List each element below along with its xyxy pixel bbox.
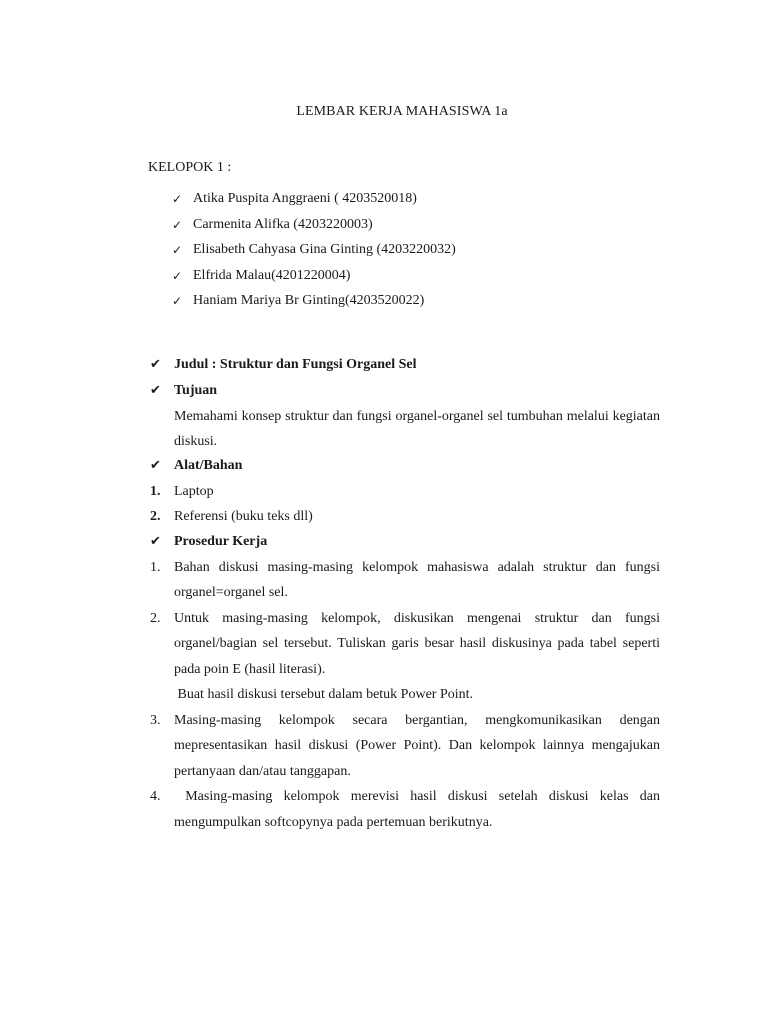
checkmark-icon: ✓	[172, 243, 183, 257]
item-text: Masing-masing kelompok merevisi hasil diskusi setelah diskusi kelas dan mengumpulkan softcopynya pada pertemuan berikutnya.	[174, 789, 664, 830]
list-item	[172, 188, 456, 214]
list-item	[172, 265, 456, 291]
item-number: 2.	[150, 509, 161, 524]
judul-heading: Judul : Struktur dan Fungsi Organel Sel	[174, 357, 417, 372]
checkmark-icon: ✔	[150, 534, 161, 549]
list-item	[172, 214, 456, 240]
member-name: Carmenita Alifka (4203220003)	[193, 216, 373, 232]
item-text: Untuk masing-masing kelompok, diskusikan mengenai struktur dan fungsi organel/bagian sel tersebut. Tuliskan garis besar hasil diskusinya pada tabel seperti pada poin E (hasil literasi).	[174, 610, 660, 677]
alat-heading: Alat/Bahan	[174, 458, 243, 473]
judul-section	[150, 352, 660, 378]
list-item	[150, 708, 660, 785]
member-list	[172, 188, 456, 316]
group-label: KELOPOK 1 :	[148, 160, 232, 175]
item-number: 1.	[150, 559, 161, 575]
item-number: 3.	[150, 712, 161, 728]
list-item	[150, 784, 664, 835]
document-title: LEMBAR KERJA MAHASISWA 1a	[296, 104, 508, 119]
checkmark-icon: ✔	[150, 383, 161, 398]
item-text: Masing-masing kelompok secara bergantian, mengkomunikasikan dengan mepresentasikan hasil diskusi (Power Point). Dan kelompok lainnya mengajukan pertanyaan dan/atau tanggapan.	[174, 712, 660, 779]
tujuan-text: Memahami konsep struktur dan fungsi organel-organel sel tumbuhan melalui kegiatan diskusi.	[174, 408, 660, 449]
prosedur-section	[150, 529, 664, 835]
prosedur-heading: Prosedur Kerja	[174, 534, 268, 549]
list-item	[150, 504, 660, 530]
alat-section	[150, 453, 660, 530]
list-item	[172, 290, 456, 316]
tujuan-heading: Tujuan	[174, 383, 218, 398]
checkmark-icon: ✓	[172, 294, 183, 308]
list-item	[172, 239, 456, 265]
checkmark-icon: ✔	[150, 357, 161, 372]
item-number: 2.	[150, 610, 161, 626]
checkmark-icon: ✓	[172, 268, 183, 283]
item-text: Referensi (buku teks dll)	[174, 509, 313, 524]
checkmark-icon: ✓	[172, 192, 183, 206]
item-text: Laptop	[174, 483, 214, 499]
list-item	[150, 606, 660, 683]
item-text-extra: Buat hasil diskusi tersebut dalam betuk Power Point.	[174, 687, 474, 702]
member-name: Haniam Mariya Br Ginting(4203520022)	[193, 293, 425, 308]
member-name: Elisabeth Cahyasa Gina Ginting (4203220032)	[193, 242, 456, 257]
checkmark-icon: ✓	[172, 217, 183, 232]
list-item	[150, 682, 660, 708]
checkmark-icon: ✔	[150, 458, 161, 473]
tujuan-section	[150, 378, 660, 455]
item-number: 4.	[150, 789, 161, 804]
item-number: 1.	[150, 483, 161, 499]
member-name: Elfrida Malau(4201220004)	[193, 267, 351, 283]
list-item	[150, 479, 660, 505]
item-text: Bahan diskusi masing-masing kelompok mahasiswa adalah struktur dan fungsi organel=organel sel.	[174, 559, 660, 600]
member-name: Atika Puspita Anggraeni ( 4203520018)	[193, 191, 417, 206]
list-item	[150, 555, 660, 606]
